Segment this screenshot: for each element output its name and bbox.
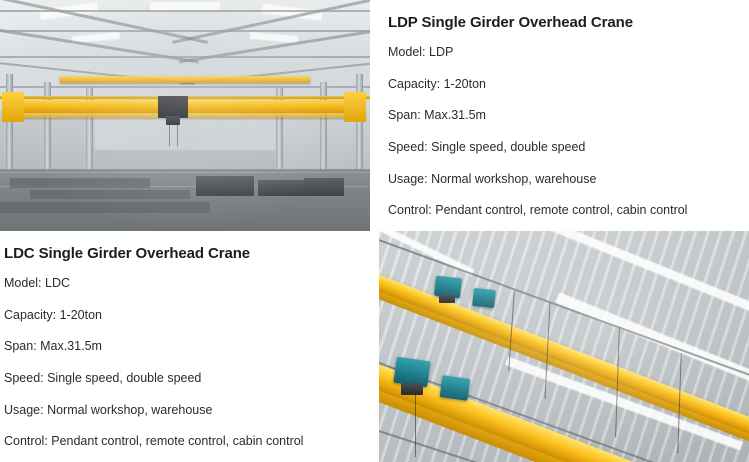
crane-secondary-girder [60,76,310,83]
stored-material [30,190,190,199]
ldc-product-info [0,231,379,462]
hoist-block [401,383,423,395]
stored-material [0,202,210,213]
ldc-spec-model: Model: LDC [4,276,70,290]
crane-end-truck-right [344,92,366,122]
ldp-product-title: LDP Single Girder Overhead Crane [388,14,633,31]
roof-purlin [0,56,370,58]
hoist-block [439,295,455,303]
stored-material [304,178,344,196]
electric-hoist [440,375,471,401]
steel-column [6,74,13,174]
ldc-crane-photo [379,231,749,462]
stored-material [258,180,304,196]
hoist-rope [177,118,178,146]
ldc-spec-speed: Speed: Single speed, double speed [4,370,202,385]
ldc-spec-usage: Usage: Normal workshop, warehouse [4,402,213,417]
ldp-product-info [370,0,749,231]
stored-material [10,178,150,188]
roof-purlin [0,30,370,32]
electric-hoist [472,288,496,308]
crane-end-truck-left [2,92,24,122]
hoist-rope [169,118,170,146]
hoist-rope [415,391,416,457]
ldp-spec-model: Model: LDP [388,45,454,59]
hoist-trolley [158,96,188,118]
roof-purlin [0,10,370,12]
roof-purlin [0,86,370,88]
ldc-spec-capacity: Capacity: 1-20ton [4,307,102,322]
ldp-spec-capacity: Capacity: 1-20ton [388,76,486,91]
ldp-spec-usage: Usage: Normal workshop, warehouse [388,171,597,186]
ldc-spec-control: Control: Pendant control, remote control, cabin control [4,434,304,449]
ldc-product-title: LDC Single Girder Overhead Crane [4,245,251,262]
ldp-spec-speed: Speed: Single speed, double speed [388,139,586,154]
steel-column [356,74,363,174]
product-block-ldc [0,231,749,462]
ldp-spec-control: Control: Pendant control, remote control, cabin control [388,203,688,218]
ldc-spec-span: Span: Max.31.5m [4,339,102,354]
ldp-crane-photo [0,0,370,231]
floor-line [0,172,370,173]
stored-material [196,176,254,196]
ldp-spec-span: Span: Max.31.5m [388,108,486,123]
